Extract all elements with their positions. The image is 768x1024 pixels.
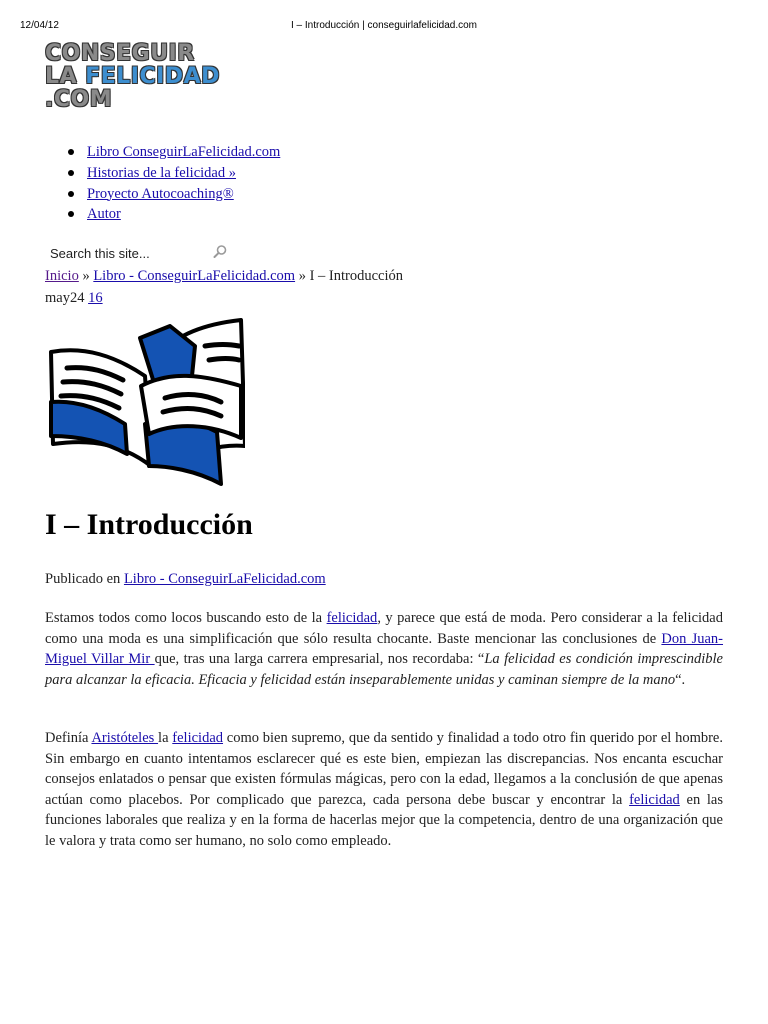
felicidad-link[interactable]: felicidad bbox=[326, 610, 378, 626]
nav-item-autor bbox=[87, 204, 280, 225]
print-header bbox=[0, 20, 768, 34]
print-page-title: I – Introducción | conseguirlafelicidad.com bbox=[290, 20, 478, 31]
print-date: 12/04/12 bbox=[20, 20, 59, 31]
p2-text-3: como bien supremo, que da sentido y finalidad a todo otro fin querido por el hombre. Sin embargo en cuanto intentamos esclarecer qué es este bien, empiezan las discrepancias. Nos encanta escuchar consejos enlatados o pensar que existen fórmulas mágicas, pero con la edad, llegamos a la conclusión de que apenas actúan como placebos. Por complicado que parezca, cada persona debe buscar y encontrar la bbox=[45, 730, 723, 808]
villar-mir-link[interactable]: Don Juan-Miguel Villar Mir bbox=[45, 630, 723, 668]
breadcrumb bbox=[45, 268, 403, 285]
search-input[interactable] bbox=[50, 244, 210, 262]
felicidad-link[interactable]: felicidad bbox=[629, 791, 680, 808]
nav-link-historias[interactable]: Historias de la felicidad » bbox=[87, 164, 236, 181]
nav-item-historias bbox=[87, 163, 280, 184]
published-in bbox=[45, 571, 326, 588]
breadcrumb-book-link[interactable]: Libro - ConseguirLaFelicidad.com bbox=[93, 268, 296, 284]
breadcrumb-separator: » bbox=[295, 268, 310, 284]
category-link[interactable]: Libro - ConseguirLaFelicidad.com bbox=[123, 571, 326, 587]
logo-line-1: CONSEGUIR bbox=[45, 41, 195, 66]
p2-text-4: en las funciones laborales que realiza y en la forma de hacerlas mejor que la competencia, dentro de una organización que le valora y trata como ser humano, no solo como empleado. bbox=[45, 791, 723, 849]
post-date-text: may24 bbox=[45, 290, 85, 306]
nav-link-libro[interactable]: Libro ConseguirLaFelicidad.com bbox=[87, 144, 281, 160]
search-icon[interactable] bbox=[212, 244, 228, 260]
nav-link-autor[interactable]: Autor bbox=[87, 206, 121, 223]
nav-link-autocoaching[interactable]: Proyecto Autocoaching® bbox=[87, 185, 234, 202]
p1-text-4: “. bbox=[675, 671, 686, 688]
comments-count-link[interactable]: 16 bbox=[88, 290, 103, 306]
aristoteles-link[interactable]: Aristóteles bbox=[91, 730, 159, 746]
post-date bbox=[45, 290, 103, 307]
p2-text-2: la bbox=[158, 730, 173, 746]
breadcrumb-current: I – Introducción bbox=[309, 268, 403, 284]
main-nav bbox=[87, 142, 280, 225]
site-logo[interactable] bbox=[45, 41, 220, 112]
logo-text-la: LA bbox=[45, 64, 86, 89]
published-prefix: Publicado en bbox=[45, 571, 124, 587]
logo-line-2 bbox=[45, 64, 220, 89]
p2-text-1: Definía bbox=[45, 730, 92, 746]
post-title: I – Introducción bbox=[45, 508, 253, 541]
paragraph-2 bbox=[45, 728, 723, 852]
p1-text-1: Estamos todos como locos buscando esto de la bbox=[45, 610, 327, 626]
breadcrumb-separator: » bbox=[78, 268, 94, 284]
logo-text-felicidad: FELICIDAD bbox=[85, 64, 220, 89]
search-box bbox=[50, 244, 230, 262]
p1-text-2: , y parece que está de moda. Pero considerar a la felicidad como una moda es una simplificación que sólo resulta chocante. Baste mencionar las conclusiones de bbox=[45, 610, 723, 647]
open-book-image bbox=[45, 316, 245, 488]
p1-quote: La felicidad es condición imprescindible para alcanzar la eficacia. Eficacia y felicidad están inseparablemente unidas y caminan siempre de la mano bbox=[45, 651, 723, 688]
nav-item-autocoaching bbox=[87, 184, 280, 205]
logo-line-3: .COM bbox=[45, 87, 113, 112]
breadcrumb-home-link[interactable]: Inicio bbox=[45, 268, 79, 284]
nav-item-libro bbox=[87, 142, 280, 163]
felicidad-link[interactable]: felicidad bbox=[172, 730, 224, 746]
paragraph-1 bbox=[45, 608, 723, 690]
p1-text-3: que, tras una larga carrera empresarial, nos recordaba: “ bbox=[154, 651, 485, 668]
